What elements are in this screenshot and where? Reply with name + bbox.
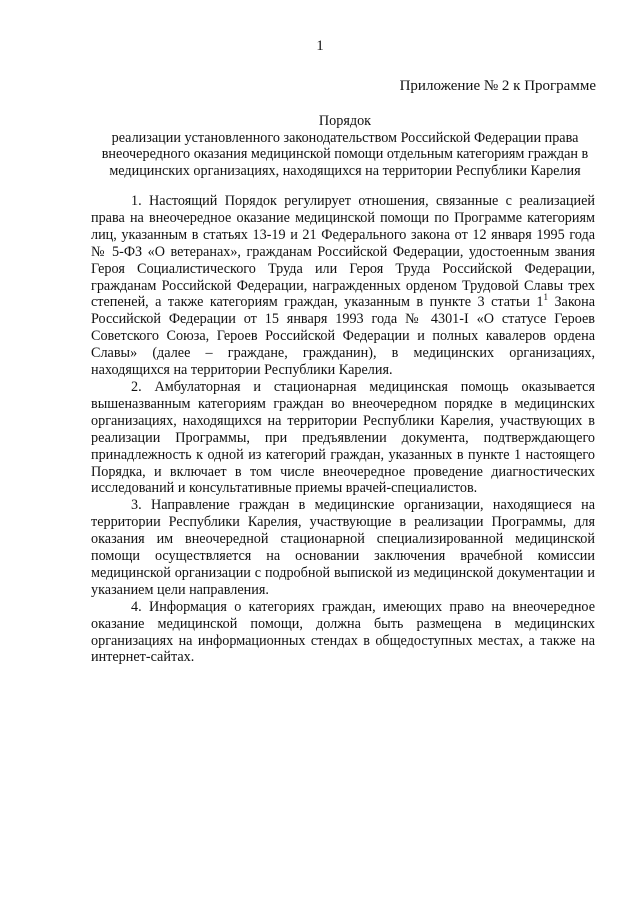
page-number: 1 bbox=[316, 38, 324, 54]
heading-line: внеочередного оказания медицинской помощи отдельным категориям граждан в bbox=[101, 146, 589, 162]
paragraph-3: 3. Направление граждан в медицинские организации, находящиеся на территории Республики Карелия, участвующие в реализации Программы, для оказания им внеочередной стационарной специализированной медицинской помощи осуществляется на основании заключения врачебной комиссии медицинской организации с подробной выпиской из медицинской документации и указанием цели направления. bbox=[91, 497, 595, 598]
superscript: 1 bbox=[543, 292, 548, 303]
heading-line: реализации установленного законодательством Российской Федерации права bbox=[111, 129, 579, 146]
paragraph-4: 4. Информация о категориях граждан, имеющих право на внеочередное оказание медицинской помощи, должна быть размещена в медицинских организациях на информационных стендах в общедоступных местах, а также на интернет-сайтах. bbox=[91, 598, 595, 666]
heading-line: медицинских организациях, находящихся на территории Республики Карелия bbox=[109, 162, 581, 179]
document-heading bbox=[85, 113, 605, 179]
paragraph-1 bbox=[91, 193, 595, 379]
paragraph-1-text-cont: Закона Российской Федерации от 15 января 1993 года № 4301-I «О статусе Героев Советского Союза, Героев Российской Федерации и полных кавалеров ордена Славы» (далее – граждане, гражданин), в медицинских организациях, находящихся на территории Республики Карелия. bbox=[91, 294, 596, 379]
paragraph-2: 2. Амбулаторная и стационарная медицинская помощь оказывается вышеназванным категориям граждан во внеочередном порядке в медицинских организациях, находящихся на территории Республики Карелия, участвующих в реализации Программы, при предъявлении документа, подтверждающего принадлежность к одной из категорий граждан, указанных в пункте 1 настоящего Порядка, и включает в том числе внеочередное проведение диагностических исследований и консультативные приемы врачей-специалистов. bbox=[91, 378, 595, 497]
heading-title: Порядок bbox=[318, 113, 372, 129]
document-body bbox=[91, 193, 595, 666]
paragraph-1-text: 1. Настоящий Порядок регулирует отношения, связанные с реализацией права на внеочередное оказание медицинской помощи по Программе категориям лиц, указанным в статьях 13-19 и 21 Федерального закона от 12 января 1995 года № 5-ФЗ «О ветеранах», гражданам Российской Федерации, удостоенным звания Героя Социалистического Труда или Героя Труда Российской Федерации, гражданам Российской Федерации, награжденных орденом Трудовой Славы трех степеней, а также категориям граждан, указанным в пункте 3 статьи 1 bbox=[91, 193, 595, 311]
appendix-label: Приложение № 2 к Программе bbox=[399, 78, 596, 94]
